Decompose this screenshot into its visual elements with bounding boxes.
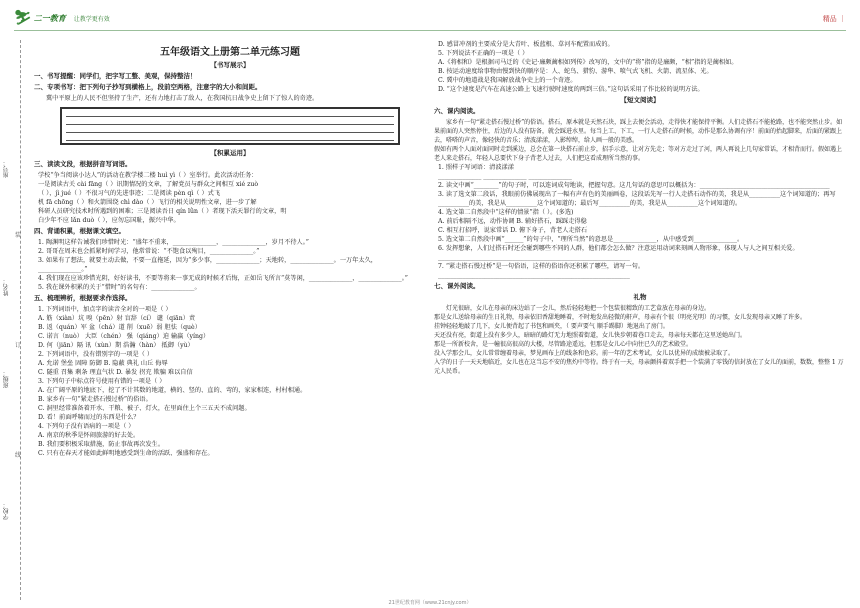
q5-4-stem: 4. 下列句子没有语病的一项是（ ） xyxy=(38,423,135,430)
q5-option: A. 南京的秋季是怀闹旅游的好去处。 xyxy=(38,432,140,439)
writing-reminder: 一、书写提醒：同学们，把字写工整、美观，保持整洁！ xyxy=(34,72,197,80)
q5-option: A.《将相和》是根据司马迁的《史记·廉颇蔺相如列传》改写的，文中的“将”指的是廉颇，“相”指的是蔺相如。 xyxy=(438,59,738,66)
binding-mark: 线 xyxy=(15,452,22,459)
page-header xyxy=(0,0,860,40)
writing-line xyxy=(66,133,394,141)
q3-line: （ ），jì jué（ ）不很习气的先进事迹；二是阅读 pèn qì（ ）式飞 xyxy=(38,190,221,197)
school-label: 学校： xyxy=(3,502,10,520)
q5-2-stem: 2. 下列词语中，没有错别字的一项是（ ） xyxy=(38,351,154,358)
q3-line: 一是阅读古关 cài fāng（ ）讯期情况的文章，了解党员与群众之间相互 xié zuò xyxy=(38,181,259,188)
q5-option: B. 家乡有一句“紧走搭石慢过桥”的俗语。 xyxy=(38,396,152,403)
q6-option: C. 相互打招呼，说家常话 D. 俯下身子，背老人走搭石 xyxy=(438,227,588,234)
binding-mark: 订 xyxy=(15,342,22,349)
brand-slogan: 让教学更有效 xyxy=(73,15,110,23)
q6-item: 3. 读了选文第二段话，我眼前仿佛展现出了一幅有声有色的美丽画卷，这段话先写一行人走搭石动作的美，我是从__________这个词知道的；再写__________的美，我是从__________这个词知道的；最后写__________的美，我是从__________这个词知道的。 xyxy=(438,191,836,207)
q5-option: D. “这个速度是汽车在高速公路上飞速行驶时速度的两到三倍。”这句话采用了作比较的说明方法。 xyxy=(438,86,704,93)
q4-line: 4. 我们现在应该珍惜光阴，好好读书，不要等将来一事无成的时候才后悔，正如岳飞所言“莫等闲，______________，______________。” xyxy=(38,275,408,282)
section-apply-heading: 【积累运用】 xyxy=(210,149,250,157)
q6-item: 1. 照样子写词语：清波漾漾 xyxy=(438,164,514,171)
story-title: 礼物 xyxy=(633,293,647,301)
question-4-heading: 四、背诵积累，根据课文填空。 xyxy=(34,227,125,235)
q5-3-stem: 3. 下列句子中标点符号使用有错的一项是（ ） xyxy=(38,378,166,385)
binding-mark: 装 xyxy=(15,232,22,239)
binding-line xyxy=(20,40,21,600)
reading-passage-stepping-stones: 家乡有一句“紧走搭石慢过桥”的俗语。搭石，原本就是天然石块，踩上去便会活动，走得快才能保持平衡。人们走搭石不能抢路，也不能突然止步。如果前面的人突然停住，后边的人没有防备，就会踩进水里。每当上工、下工，一行人走搭石的时候，动作是那么协调有序！前面的抬起脚来，后面的紧跟上去，嗒嗒的声音，像轻快的音乐；清波漾漾，人影绰绰，给人画一般的美感。 假如有两个人面对面同时走到溪边，总会在第一块搭石前止步，招手示意，让对方先走；等对方走过了河，两人再说上几句家常话，才相背而行。假如遇上老人来走搭石，年轻人总要伏下身子背老人过去，人们把这看成理所当然的事。 xyxy=(434,119,843,162)
q5-option: C. 冀中的地道战是我国解放战争史上的一个奇迹。 xyxy=(438,77,577,84)
q5-option: B. 返（quán）军 盆（chá）道 削（xuē）弱 胆怯（què） xyxy=(38,324,201,331)
left-column xyxy=(34,40,426,600)
question-6-heading: 六、课内阅读。 xyxy=(434,107,480,115)
binding-margin xyxy=(0,40,28,600)
q5-option: B. 我们要积极采取措施，防止事故再次发生。 xyxy=(38,441,165,448)
q5-option: C. 隧重 召集 剩条 理直气状 D. 暴发 拐充 欺骗 难以自信 xyxy=(38,369,193,376)
writing-answer-box[interactable] xyxy=(60,107,400,145)
q3-line: 白少年不应 lǎn duò（ ），应勿忘国耻，振兴中华。 xyxy=(38,217,180,224)
q5-option: C. 只有在春天才能如此鲜明地感受到生命的活跃、强盛和存在。 xyxy=(38,450,214,457)
q5-option: D. 何（jiān）隔 讯（xùn）期 浩瀚（hàn） 抵御（yù） xyxy=(38,342,194,349)
q6-answer-line[interactable]: ______________________________________________________________ xyxy=(438,254,630,261)
q5-option: A. 允诺 堡垒 固障 防御 B. 隐蔽 典礼 山丘 侮辱 xyxy=(38,360,168,367)
q5-option: D. 感冒冲剂的主要成分是大青叶、板蓝根、草河车配置而成的。 xyxy=(438,41,614,48)
brand-name: 二一教育 xyxy=(33,13,66,23)
q6-item: 2. 读文中画“________”的句子时，可以连词成句地读，把握句意。这几句话的意思可以概括为：__________________________________________ xyxy=(438,182,830,189)
question-3-heading: 三、读读文段，根据拼音写词语。 xyxy=(34,160,132,168)
writing-requirement: 二、专项书写：把下列句子抄写到横格上，段前空两格，注意字的大小和间距。 xyxy=(34,83,262,91)
copy-passage: 冀中平原上的人民不但坚持了生产，还有力地打击了敌人，在我国抗日战争史上留下了惊人的奇迹。 xyxy=(46,95,319,102)
writing-line xyxy=(66,125,394,133)
q4-line: 1. 陶渊明这样告诫我们珍惜时光：“盛年不重来，______________，______________，岁月不待人。” xyxy=(38,239,309,246)
q3-line: 机 fā chōng（ ）和火箭围绕 chì dào（ ）飞行的相关说明性文章，进一步了解 xyxy=(38,199,257,206)
q6-item: 4. 选文第二自然段中“这样的情景”指（ ）。(多选) xyxy=(438,209,574,216)
q6-answer-line[interactable]: ______________________________________________________________ xyxy=(438,272,630,279)
q6-item: 5. 选文第二自然段中画“______”的句子中，“理所当然”的意思是______________，从中感受到______________。 xyxy=(438,236,744,243)
section-reading-heading: 【短文阅读】 xyxy=(620,96,660,104)
page-footer: 21世纪教育网（www.21cnjy.com） xyxy=(388,600,472,606)
q6-answer-blanks[interactable]: ______________ ______________ ______________ xyxy=(438,173,572,180)
question-7-heading: 七、课外阅读。 xyxy=(434,282,480,290)
q5-option: C. 洞里经常准备着开水、干粮、被子、灯火，在里面住上个三五天不成问题。 xyxy=(38,405,251,412)
q5-1-stem: 1. 下列词语中，加点字的读音全对的一项是（ ） xyxy=(38,306,172,313)
q5-option: D. 看！前面呼啸而过的东西是什么？ xyxy=(38,414,140,421)
q3-line: 学校“争当阅读小达人”的活动在教学楼二楼 huì yì（ ）室举行。此次活动任务： xyxy=(38,172,258,179)
section-writing-heading: 【书写展示】 xyxy=(210,61,250,69)
seat-number-label: 座号： xyxy=(3,160,10,178)
q4-line: 5. 我在课外积累的关于“惜时”的名句有：______________。 xyxy=(38,284,201,291)
skier-logo-icon: ⛷ xyxy=(14,10,32,26)
q6-option: A. 前后相隔不远，动作协调 B. 辅好搭石，踩踩走得稳 xyxy=(438,218,587,225)
question-5-heading: 五、梳理辨析，根据要求作选择。 xyxy=(34,294,132,302)
q6-item: 7. “紧走搭石慢过桥”是一句俗语，这样的俗语你还积累了哪些，请写一句。 xyxy=(438,263,645,270)
header-divider xyxy=(14,30,846,31)
q5-option: A. 在广阔平原的地底下，挖了不计其数的地道，横的、竖的、直的、弯的，家家相连，村村相通。 xyxy=(38,387,307,394)
q5-5-stem: 5. 下列说法不正确的一项是（ ） xyxy=(438,50,529,57)
brand-logo xyxy=(14,10,110,26)
class-label: 班级： xyxy=(3,370,10,388)
premium-badge: 精品 ｜ xyxy=(822,15,846,23)
q5-option: B. 按运动速度给事物由慢到快的顺序是：人、蛇鸟、猎豹、游隼、喷气式飞机、火箭、流星体、光。 xyxy=(438,68,713,75)
reading-passage-gift: 灯光很暗，女儿在母亲的床边站了一会儿，然后轻轻地把一个包装很精致的工艺盒放在母亲的身边。 那是女儿送给母亲的生日礼物，母亲依旧香甜地睡着，不时地发出轻微的鼾声，母亲有个很（明亮光明）的习惯，女儿发现母亲又睡了许多。 挂钟轻轻地敲了几下，女儿便背起了书包和画夹，（ 要声要气 顺手踢脚）地退出了房门。 天还没有亮，街道上没有多少人，暗暗的路灯无力地照着街道，女儿快步朝着巷口走去，母亲每天都在这里送她出门。 那是一所新校舍，是一幢很高很高的大楼，尽管路途遥远，但那是女儿心中向往已久的艺术殿堂。 没入学那会儿，女儿常常缠着母亲，梦见画布上的线条和色彩。前一年的艺术考试，女儿以优异的成绩被录取了。 入学的日子一天天地临近，女儿也在这当忘不安的焦灼中等待。终于有一天，母亲颤抖着双手把一个装满了零钱的信封放在了女儿的面前，数数，整整 1 万元人民币。 xyxy=(434,305,844,375)
writing-line xyxy=(66,117,394,125)
right-column xyxy=(434,40,846,600)
q6-item: 6. 发挥想象，人们过搭石时还会碰到哪些不同的人群，他们都会怎么做？注意运用动词来刻画人物形象，体现人与人之间互相关爱。 xyxy=(438,245,799,252)
name-label: 姓名： xyxy=(3,278,10,296)
q5-option: C. 诺言（nuò） 大臣（chén） 强（qiáng）迫 输赢（yíng） xyxy=(38,333,210,340)
q3-line: 科研人员研究技术时所遇到的困难；三是阅读吾日 qín lǜn（ ）者现下活天罪行的文章，明 xyxy=(38,208,287,215)
writing-line xyxy=(66,109,394,117)
q4-line: 3. 如果有了想法，就要主动去做，不要一直拖延，因为“多少事，______________；天地转，______________。一万年太久，______________。” xyxy=(38,257,377,273)
page-title: 五年级语文上册第二单元练习题 xyxy=(160,47,300,58)
q4-line: 2. 哥哥在周末也会抓紧时间学习，他常常说：“不饱食以殉目，______________。” xyxy=(38,248,260,255)
q5-option: A. 筋（xiàn）坑 嗅（pēn）射 盲辞（cí） 谴（qiān）责 xyxy=(38,315,196,322)
